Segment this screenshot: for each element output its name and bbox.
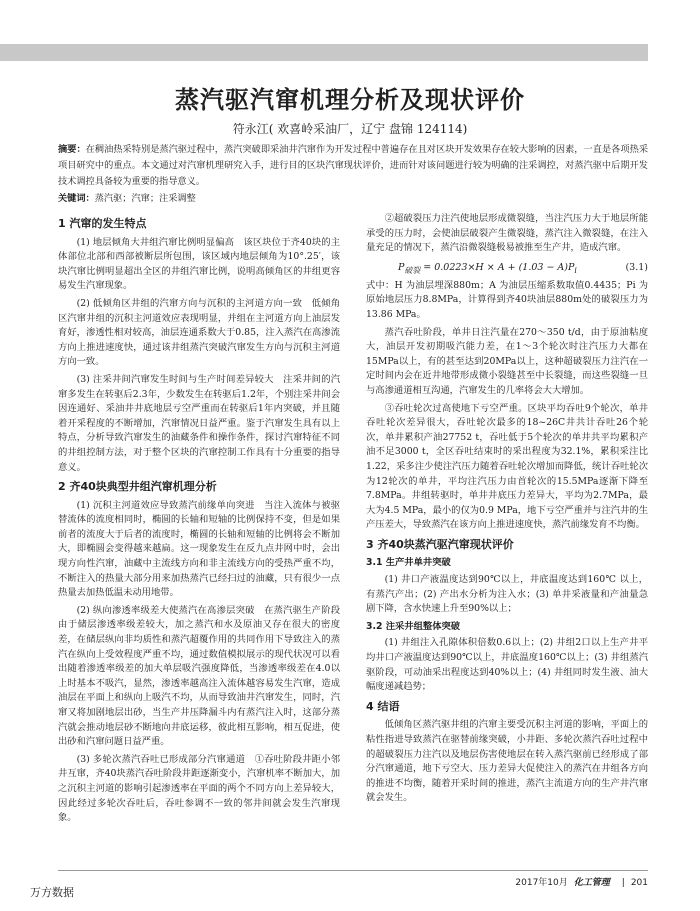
section-2-paragraph-5: 蒸汽吞吐阶段，单井日注汽量在270～350 t/d，由于原油粘度大，油层开发初期吸汽能力差，在1～3个轮次时注汽压力大都在15MPa以上，有的甚至达到20MPa以上，这种超破裂压力注汽在一定时间内会在近井地带形成微小裂缝甚至中长裂缝，而这些裂缝一旦与高渗通道相互沟通，汽窜发生的几率将会大大增加。	[366, 326, 648, 396]
keywords	[58, 190, 196, 204]
keywords-tag: 关键词：	[58, 193, 95, 204]
section-3-heading: 3 齐40块蒸汽驱汽窜现状评价	[366, 537, 514, 551]
section-2-paragraph-4: ②超破裂压力注汽使地层形成微裂缝，当注汽压力大于地层所能承受的压力时，会使油层破裂产生微裂缝，蒸汽注入微裂缝，在注入量充足的情况下，蒸汽沿微裂缝极易被推至生产井，造成汽窜。	[366, 213, 648, 254]
abstract	[58, 142, 648, 190]
section-1-paragraph-2: (2) 低倾角区井组的汽窜方向与沉积的主河道方向一致 低倾角区汽窜井组的沉积主河道效应表现明显，并组在主河道方向上油层发育好，渗透性相对较高，油层连通系数大于0.85，注入蒸汽在高渗流方向上推进速度快，通过该井组蒸汽突破汽窜发生方向与沉积主河道方向一致。	[58, 297, 340, 368]
header-band	[0, 44, 648, 61]
right-column	[366, 212, 648, 809]
section-4-paragraph: 低倾角区蒸汽驱井组的汽窜主要受沉积主河道的影响，平面上的粘性指进导致蒸汽在驱替前缘突破，小井距、多轮次蒸汽吞吐过程中的超破裂压力注汽以及地层伤害使地层在转入蒸汽驱前已经形成了部分汽窜通道，地下亏空大、压力差异大促使注入的蒸汽在井组各方向的推进不均衡，随着开采时间的推进，蒸汽主流道方向的生产井汽窜就会发生。	[366, 719, 648, 804]
abstract-text: 在稠油热采特别是蒸汽驱过程中，蒸汽突破即采油井汽窜作为开发过程中普遍存在且对区块开发效果存在较大影响的因素，一直是各项热采项目研究中的重点。本文通过对汽窜机理研究入手，进行目的区块汽窜现状评价，进而针对该问题进行较为明确的注采调控，对蒸汽驱中后期开发技术调控具备较为重要的指导意义。	[58, 144, 649, 187]
section-4-heading: 4 结语	[366, 699, 400, 713]
abstract-tag: 摘要：	[58, 144, 86, 155]
footer-page-number: 201	[630, 878, 648, 888]
footer-rule	[58, 870, 648, 871]
footer-separator: |	[621, 878, 625, 888]
footer-date: 2017年10月	[515, 878, 568, 888]
subsection-3-2-paragraph: (1) 井组注入孔隙体积倍数0.6以上；(2) 井组2口以上生产井平均井口产液温度达到90℃以上，井底温度160℃以上；(3) 井组蒸汽驱阶段，可动油采出程度达到40%以上；(4) 井组同时发生液、油大幅度递减趋势；	[366, 637, 648, 693]
formula-3-1	[366, 259, 648, 277]
footer-info	[515, 875, 648, 888]
subsection-3-2-heading: 3.2 注采井组整体突破	[366, 620, 461, 632]
formula-expression: $P_{破裂} = 0.0223\times H \times A + (1.03 - A)P_i$	[398, 261, 577, 275]
keywords-text: 蒸汽驱；汽窜；注采调整	[94, 193, 196, 204]
author-line: 符永江( 欢喜岭采油厂，辽宁 盘锦 124114)	[232, 122, 468, 136]
section-1-paragraph-1: (1) 地层倾角大井组汽窜比例明显偏高 该区块位于齐40块的主体部位北部和西部被断层所包围，该区域内地层倾角为10°.25′，该块汽窜比例明显超出全区的井组汽窜比例，说明高倾角区的井组更容易发生汽窜现象。	[58, 236, 340, 292]
left-column	[58, 212, 340, 829]
section-2-paragraph-2: (2) 纵向渗透率级差大使蒸汽在高渗层突破 在蒸汽驱生产阶段由于储层渗透率级差较大，加之蒸汽和水及原油又存在很大的密度差，在储层纵向非均质性和蒸汽超覆作用的共同作用下导致注入的蒸汽在纵向上受效程度严重不均，通过数值模拟展示的现代状况可以看出随着渗透率级差的加大单层吸汽强度降低，当渗透率级差在4.0以上时基本不吸汽，显然，渗透率越高注入流体越容易发生汽窜，造成油层在平面上和纵向上吸汽不均，从而导致油井汽窜发生，同时，汽窜又将加剧地层出砂，当生产井压降漏斗内有蒸汽注入时，这部分蒸汽就会推动地层砂不断地向井底运移，彼此相互影响，相互促进，使出砂和汽窜问题日益严重。	[58, 604, 340, 748]
page-title: 蒸汽驱汽窜机理分析及现状评价	[175, 86, 525, 114]
footer-journal: 化工管理	[573, 878, 610, 888]
subsection-3-1-heading: 3.1 生产井单井突破	[366, 557, 451, 569]
section-2-paragraph-3: (3) 多轮次蒸汽吞吐已形成部分汽窜通道 ①吞吐阶段井距小邻井互窜，齐40块蒸汽吞吐阶段井距逐渐变小，汽窜机率不断加大，加之沉积主河道的影响引起渗透率在平面的两个不同方向上差异较大，因此经过多轮次吞吐后，吞吐参调不一致的邻井间就会发生汽窜现象。	[58, 753, 340, 824]
section-2-paragraph-6: ③吞吐轮次过高使地下亏空严重。区块平均吞吐9个轮次，单井吞吐轮次差异很大，吞吐轮次最多的18~26C井共计吞吐26个轮次，单井累积产油27752 t，吞吐低于5个轮次的单井共平均累积产油不足3000 t，全区吞吐结束时的采出程度为32.1%，累积采注比1.22，采多注少使注汽压力随着吞吐轮次增加而降低，统计吞吐轮次为12轮次的单井，平均注汽压力由首轮次的15.5MPa逐渐下降至7.8MPa。井组转驱时，单井井底压力差异大，平均为2.7MPa，最大为4.5 MPa，最小的仅为0.9 MPa，地下亏空严重并与注汽井的生产压差大，导致蒸汽在该方向上推进速度快，蒸汽前缘发育不均衡。	[366, 402, 648, 531]
section-2-heading: 2 齐40块典型井组汽窜机理分析	[58, 480, 217, 494]
formula-number: (3.1)	[625, 261, 648, 273]
section-1-heading: 1 汽窜的发生特点	[58, 217, 147, 230]
formula-explanation: 式中：H 为油层埋深880m；A 为油层压缩系数取值0.4435；Pi 为原始地层压力8.8MPa，计算得到齐40块油层880m处的破裂压力为13.86 MPa。	[366, 279, 648, 320]
subsection-3-1-paragraph: (1) 井口产液温度达到90℃以上，井底温度达到160℃ 以上，有蒸汽产出；(2) 产出水分析为注入水；(3) 单井采液量和产油量急剧下降，含水快速上升至90%以上；	[366, 574, 648, 615]
section-2-paragraph-1: (1) 沉积主河道效应导致蒸汽前缘单向突进 当注入流体与被驱替流体的流度相同时，椭圆的长轴和短轴的比例保持不变，但是如果前者的流度大于后者的流度时，椭圆的长轴和短轴的比例将会不断加大，即椭圆会变得越来越扁。这一现象发生在反九点井网中时，会出现方向性汽窜，油藏中主流线方向和非主流线方向的受热严重不均，不断注入的热量大部分用来加热蒸汽已经扫过的油藏，只有很少一点热量去加热低温未动用地带。	[58, 499, 340, 599]
section-1-paragraph-3: (3) 注采井间汽窜发生时间与生产时间差异较大 注采井间的汽窜多发生在转驱后2.3年，少数发生在转驱后1.2年，个别注采井间会因连通好、采油井井底地层亏空严重而在转驱后1年内突破，并且随着开采程度的不断增加，汽窜情况日益严重。鉴于汽窜发生具有以上特点，分析导致汽窜发生的油藏条件和操作条件，探讨汽窜特征不同的井组控制方法，对于整个区块的汽窜控制工作具有十分重要的指导意义。	[58, 373, 340, 473]
watermark: 万方数据	[30, 886, 74, 899]
